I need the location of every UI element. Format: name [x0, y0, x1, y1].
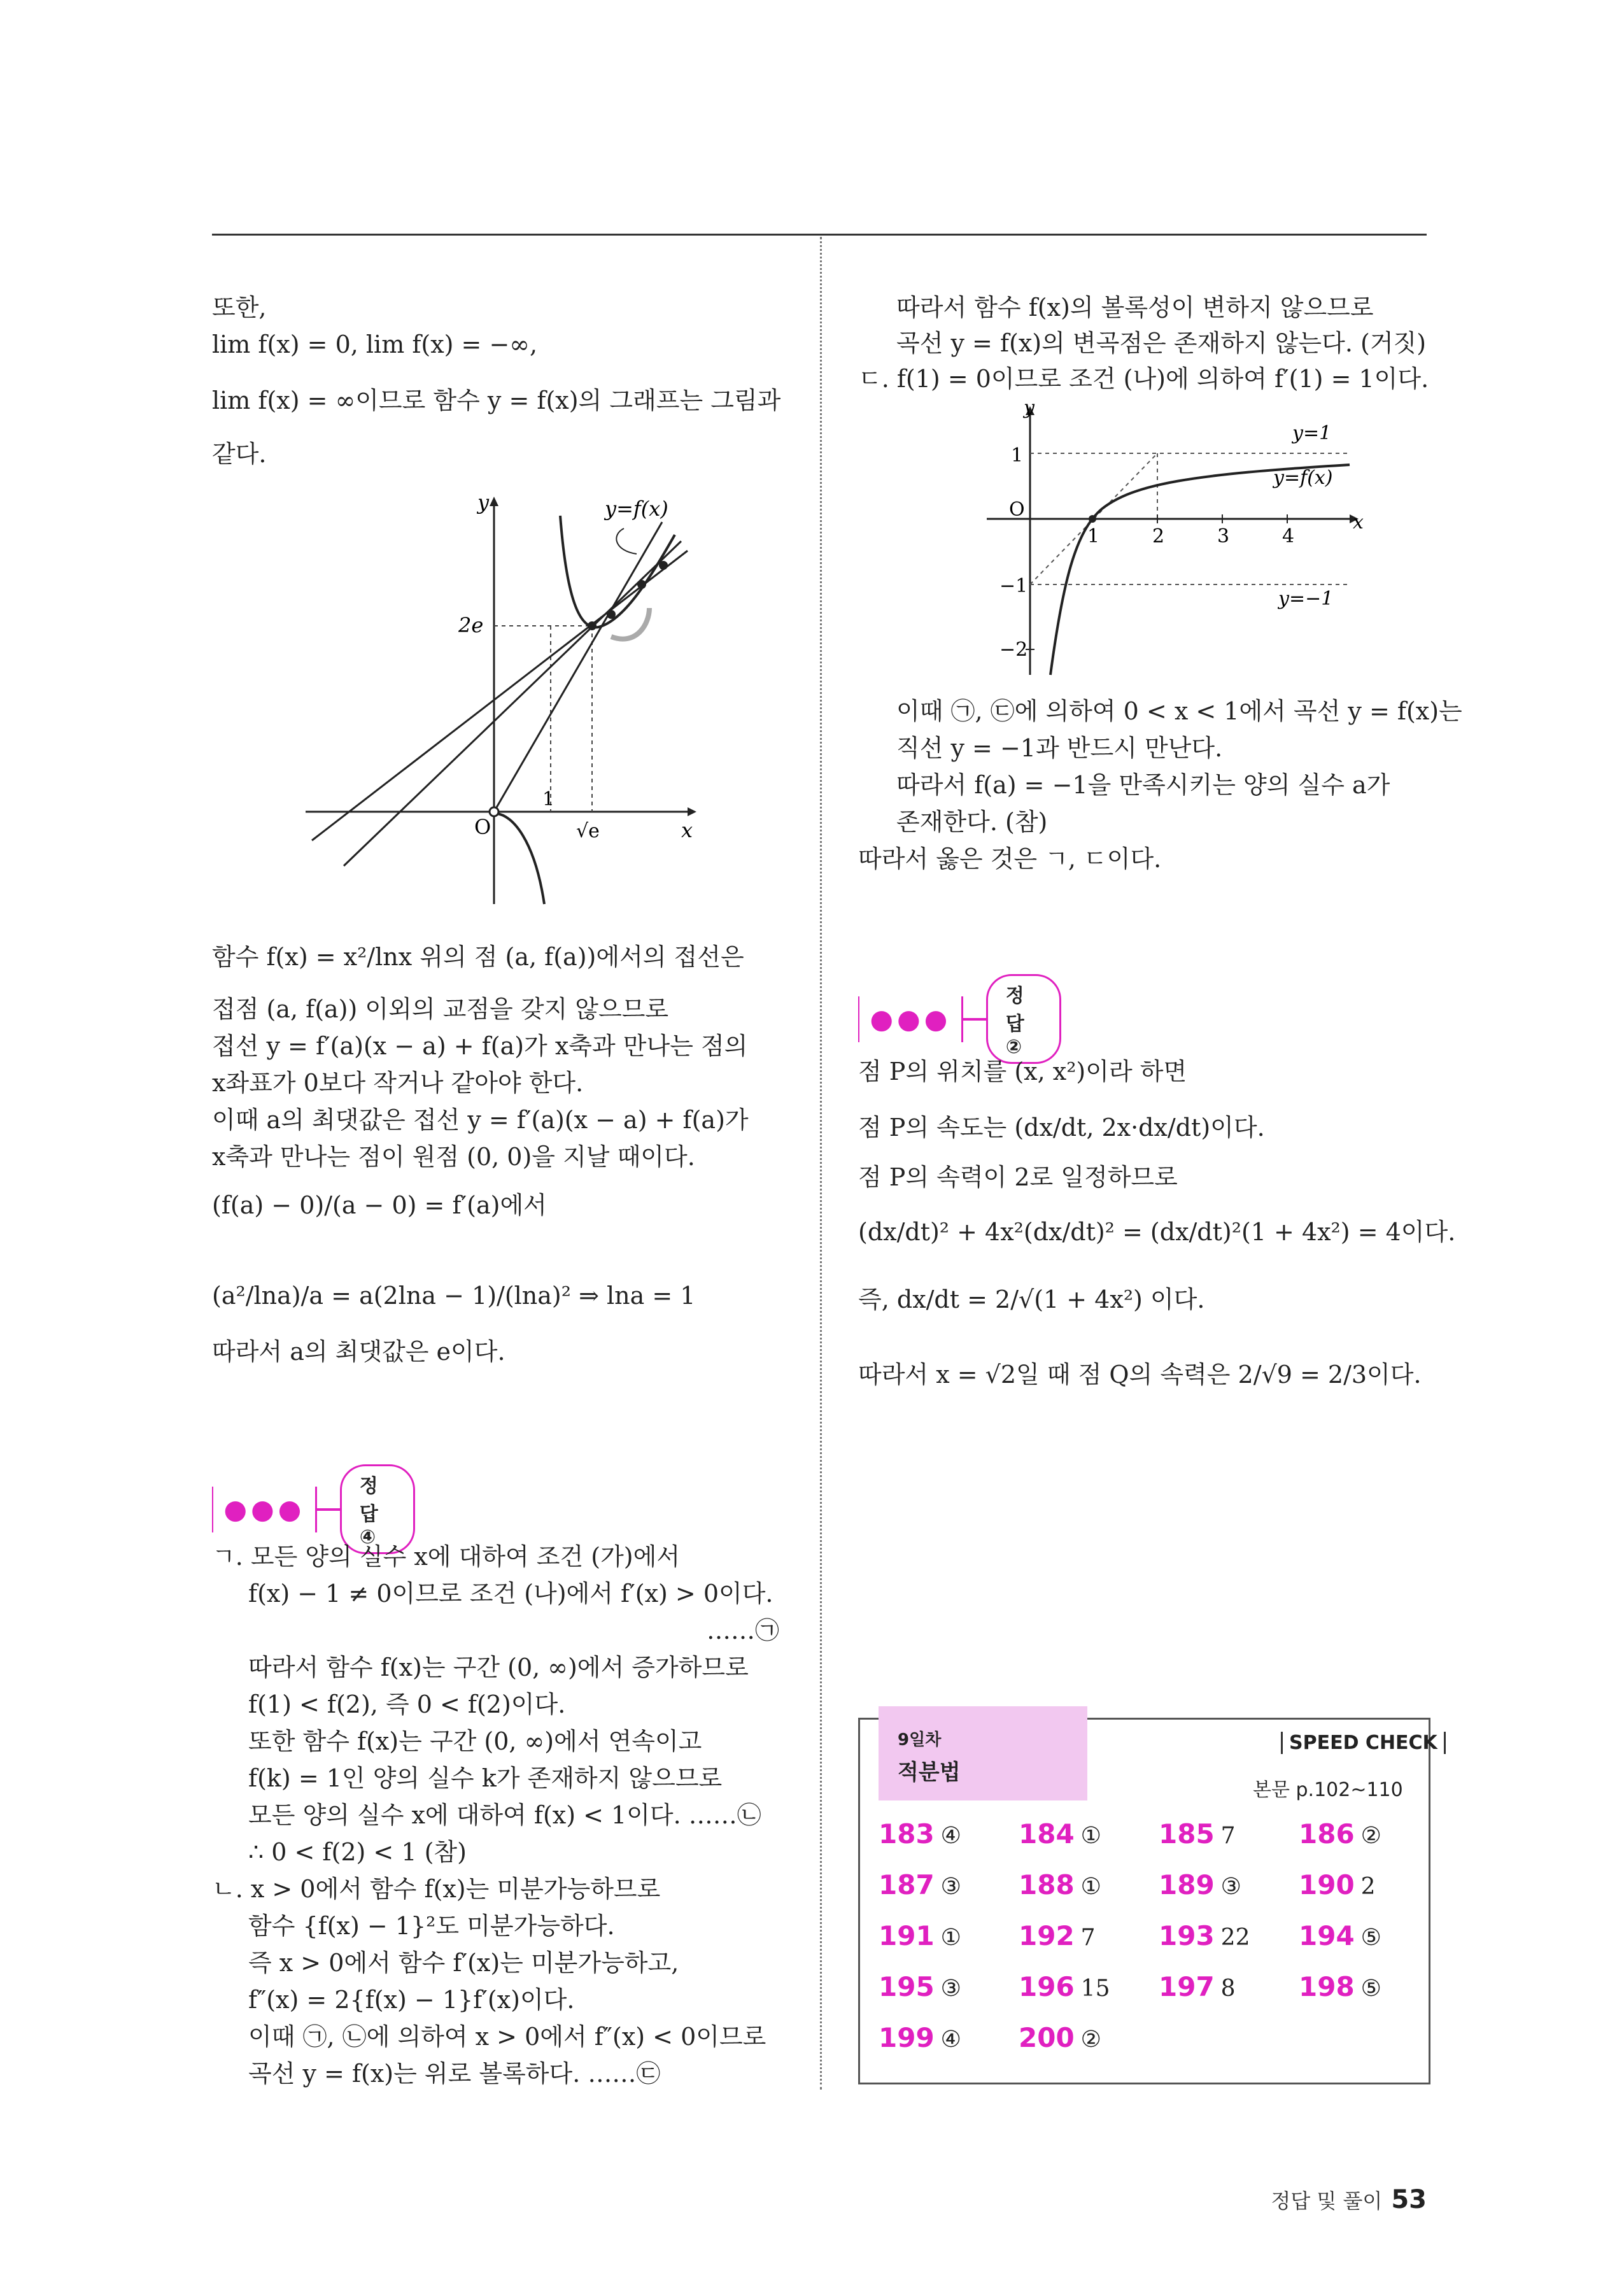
- label-1: 1: [542, 788, 555, 810]
- right-line: 곡선 y = f(x)의 변곡점은 존재하지 않는다. (거짓): [896, 329, 1427, 357]
- answer-cell: 188 ①: [1019, 1869, 1101, 1900]
- motion-arrow: [611, 608, 649, 639]
- intro-line: 같다.: [212, 440, 267, 468]
- day-label: 9일차: [898, 1730, 942, 1750]
- answer-cell: 184 ①: [1019, 1818, 1101, 1850]
- answer-cell: 197 8: [1159, 1971, 1236, 2002]
- answer-line: 함수 {f(x) − 1}²도 미분가능하다.: [248, 1912, 615, 1940]
- explanation-line: (a²/lna)/a = a(2lna − 1)/(lna)² ⇒ lna = 1: [212, 1282, 696, 1310]
- answer-cell: 200 ②: [1019, 2022, 1101, 2053]
- svg-text:1: 1: [1087, 525, 1100, 548]
- y-axis-arrow: [490, 497, 498, 506]
- answer-line: f(1) < f(2), 즉 0 < f(2)이다.: [248, 1690, 566, 1718]
- answer-link: [317, 1508, 340, 1511]
- curve: [1050, 465, 1350, 675]
- explanation-line: 함수 f(x) = x²/lnx 위의 점 (a, f(a))에서의 접선은: [212, 943, 744, 971]
- answer-cell: 187 ③: [879, 1869, 961, 1900]
- answer-cell: 185 7: [1159, 1818, 1236, 1850]
- answer-line: f(k) = 1인 양의 실수 k가 존재하지 않으므로: [248, 1764, 723, 1792]
- speed-check-title: SPEED CHECK: [1281, 1732, 1446, 1754]
- svg-text:2: 2: [1152, 525, 1165, 548]
- answer-line: ㄴ. x > 0에서 함수 f(x)는 미분가능하므로: [212, 1875, 661, 1903]
- top-rule: [212, 234, 1427, 236]
- answer-line: 점 P의 속도는 (dx/dt, 2x·dx/dt)이다.: [858, 1114, 1265, 1142]
- answer-dots: ●●●: [223, 1494, 306, 1525]
- label-sqrt-e: √e: [576, 820, 600, 842]
- explanation-line: (f(a) − 0)/(a − 0) = f′(a)에서: [212, 1191, 547, 1219]
- answer-cell: 195 ③: [879, 1971, 961, 2002]
- tangent-line: [494, 522, 662, 812]
- answer-dots: ●●●: [870, 1003, 952, 1035]
- answer-line: 따라서 x = √2일 때 점 Q의 속력은 2/√9 = 2/3이다.: [858, 1361, 1422, 1389]
- svg-text:1: 1: [1011, 444, 1024, 467]
- explanation-line: x축과 만나는 점이 원점 (0, 0)을 지날 때이다.: [212, 1143, 695, 1171]
- right-line: 따라서 f(a) = −1을 만족시키는 양의 실수 a가: [896, 771, 1390, 799]
- answer-cell: 196 15: [1019, 1971, 1110, 2002]
- svg-text:4: 4: [1282, 525, 1295, 548]
- answer-line: 이때 ㉠, ㉡에 의하여 x > 0에서 f″(x) < 0이므로: [248, 2023, 766, 2051]
- answer-line: f″(x) = 2{f(x) − 1}f′(x)이다.: [248, 1986, 575, 2014]
- svg-text:3: 3: [1217, 525, 1230, 548]
- explanation-line: x좌표가 0보다 작거나 같아야 한다.: [212, 1069, 584, 1097]
- svg-text:−2: −2: [999, 639, 1028, 661]
- y-label: y: [477, 490, 490, 514]
- right-line: ㄷ. f(1) = 0이므로 조건 (나)에 의하여 f′(1) = 1이다.: [858, 365, 1429, 393]
- svg-text:O: O: [1009, 499, 1025, 521]
- topic-label: 적분법: [898, 1760, 961, 1785]
- answer-line: 따라서 함수 f(x)는 구간 (0, ∞)에서 증가하므로: [248, 1653, 749, 1681]
- explanation-line: 따라서 a의 최댓값은 e이다.: [212, 1338, 505, 1366]
- curve-label: y=f(x): [605, 497, 668, 521]
- intro-line: 또한,: [212, 294, 267, 322]
- svg-text:y=1: y=1: [1292, 422, 1332, 444]
- x-label: x: [681, 818, 693, 842]
- answer-cell: 190 2: [1299, 1869, 1376, 1900]
- answer-line: ㄱ. 모든 양의 실수 x에 대하여 조건 (가)에서: [212, 1543, 681, 1571]
- column-divider: [820, 237, 822, 2090]
- answer-line: f(x) − 1 ≠ 0이므로 조건 (나)에서 f′(x) > 0이다.: [248, 1580, 773, 1608]
- answer-line: 점 P의 위치를 (x, x²)이라 하면: [858, 1058, 1187, 1086]
- explanation-line: 이때 a의 최댓값은 접선 y = f′(a)(x − a) + f(a)가: [212, 1106, 749, 1134]
- answer-header: [858, 974, 1061, 1064]
- svg-text:x: x: [1353, 511, 1364, 534]
- answer-line: 점 P의 속력이 2로 일정하므로: [858, 1163, 1178, 1191]
- right-line: 직선 y = −1과 반드시 만난다.: [896, 734, 1223, 762]
- answer-cell: 183 ④: [879, 1818, 961, 1850]
- origin-label: O: [474, 815, 491, 839]
- answer-line: 즉, dx/dt = 2/√(1 + 4x²) 이다.: [858, 1285, 1205, 1313]
- svg-text:−1: −1: [999, 575, 1028, 597]
- tangent-graph: [293, 484, 707, 917]
- answer-cell: 194 ⑤: [1299, 1920, 1381, 1951]
- answer-bar: [212, 1487, 213, 1532]
- svg-text:y=−1: y=−1: [1278, 588, 1334, 610]
- svg-text:y=f(x): y=f(x): [1273, 467, 1333, 489]
- svg-text:y: y: [1024, 397, 1034, 419]
- answer-line: (dx/dt)² + 4x²(dx/dt)² = (dx/dt)²(1 + 4x²) = 4이다.: [858, 1218, 1456, 1246]
- footer-label: 정답 및 풀이: [1271, 2189, 1383, 2213]
- answer-cell: 199 ④: [879, 2022, 961, 2053]
- answer-link: [963, 1018, 986, 1021]
- function-graph: [980, 397, 1364, 688]
- right-line: 존재한다. (참): [896, 808, 1048, 836]
- answer-cell: 193 22: [1159, 1920, 1250, 1951]
- answer-badge: 정답 ②: [986, 974, 1061, 1064]
- tangent-line: [344, 541, 681, 866]
- answer-badge: 정답 ④: [340, 1464, 415, 1554]
- answer-cell: 186 ②: [1299, 1818, 1381, 1850]
- answer-cell: 192 7: [1019, 1920, 1096, 1951]
- x-axis-arrow: [688, 807, 696, 816]
- answer-bar: [858, 996, 859, 1042]
- right-line: 따라서 옳은 것은 ㄱ, ㄷ이다.: [858, 845, 1162, 873]
- explanation-line: 접선 y = f′(a)(x − a) + f(a)가 x축과 만나는 점의: [212, 1032, 748, 1060]
- pages-label: 본문 p.102~110: [1253, 1779, 1403, 1801]
- tangent-line: [312, 551, 688, 840]
- answer-line: ……㉠: [707, 1617, 780, 1645]
- intro-line: lim f(x) = 0, lim f(x) = −∞,: [212, 330, 538, 358]
- speed-check-tab: [879, 1706, 1087, 1800]
- answer-line: 또한 함수 f(x)는 구간 (0, ∞)에서 연속이고: [248, 1727, 702, 1755]
- page-number: 53: [1391, 2185, 1427, 2214]
- right-line: 이때 ㉠, ㉢에 의하여 0 < x < 1에서 곡선 y = f(x)는: [896, 697, 1462, 725]
- answer-line: 곡선 y = f(x)는 위로 볼록하다. ……㉢: [248, 2060, 661, 2088]
- curve-right: [560, 516, 675, 627]
- answer-cell: 198 ⑤: [1299, 1971, 1381, 2002]
- label-2e: 2e: [458, 613, 484, 637]
- page-footer: [1271, 2185, 1427, 2214]
- answer-line: ∴ 0 < f(2) < 1 (참): [248, 1838, 467, 1866]
- answer-cell: 191 ①: [879, 1920, 961, 1951]
- answer-line: 모든 양의 실수 x에 대하여 f(x) < 1이다. ……㉡: [248, 1801, 761, 1829]
- intro-line: lim f(x) = ∞이므로 함수 y = f(x)의 그래프는 그림과: [212, 386, 781, 414]
- answer-line: 즉 x > 0에서 함수 f′(x)는 미분가능하고,: [248, 1949, 679, 1977]
- curve-left: [497, 814, 544, 904]
- right-line: 따라서 함수 f(x)의 볼록성이 변하지 않으므로: [896, 294, 1374, 322]
- answer-cell: 189 ③: [1159, 1869, 1241, 1900]
- explanation-line: 접점 (a, f(a)) 이외의 교점을 갖지 않으므로: [212, 995, 669, 1023]
